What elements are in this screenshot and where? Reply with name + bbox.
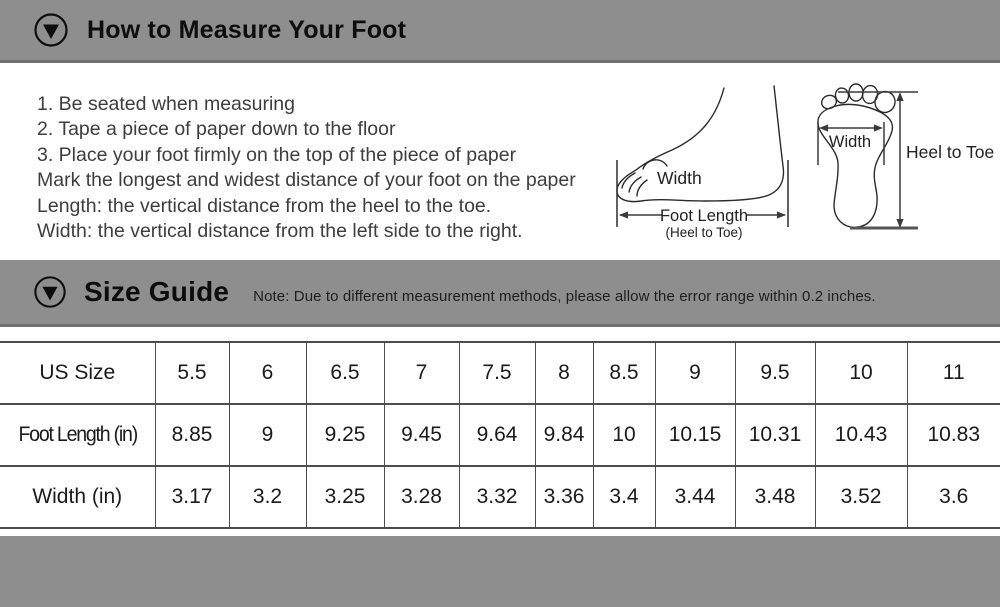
table-cell: 9.84	[535, 404, 593, 466]
triangle-down-circle-icon	[33, 12, 69, 48]
instruction-line: 2. Tape a piece of paper down to the floor	[37, 118, 396, 141]
footer-bar	[0, 536, 1000, 607]
table-cell: 6	[229, 342, 306, 404]
foot-length-label: Foot Length	[659, 207, 749, 225]
arrow-right-icon	[874, 124, 883, 131]
footprint-top-view-diagram	[805, 78, 1000, 251]
measure-section-title: How to Measure Your Foot	[87, 15, 407, 44]
table-row-foot-length	[0, 404, 1000, 466]
row-header: Width (in)	[32, 485, 123, 508]
instruction-line: Mark the longest and widest distance of your foot on the paper	[37, 169, 576, 192]
table-cell: 10.43	[815, 404, 907, 466]
table-row-width	[0, 466, 1000, 528]
arrow-right-icon	[777, 211, 786, 218]
size-guide-header	[0, 260, 1000, 327]
measuring-instructions	[37, 92, 576, 244]
table-cell: 3.32	[459, 466, 535, 528]
table-cell: 10.31	[735, 404, 815, 466]
table-cell: 10	[593, 404, 655, 466]
table-cell: 9.45	[384, 404, 459, 466]
table-cell: 7.5	[459, 342, 535, 404]
table-cell: 3.17	[155, 466, 229, 528]
table-cell: 8	[535, 342, 593, 404]
foot-side-view-diagram	[610, 80, 802, 253]
table-cell: 9	[655, 342, 735, 404]
table-cell: 3.6	[907, 466, 1000, 528]
table-cell: 8.5	[593, 342, 655, 404]
heel-to-toe-sublabel: (Heel to Toe)	[665, 225, 743, 240]
table-cell: 3.25	[306, 466, 384, 528]
table-cell: 11	[907, 342, 1000, 404]
table-cell: 3.4	[593, 466, 655, 528]
table-cell: 10.15	[655, 404, 735, 466]
table-cell: 10	[815, 342, 907, 404]
table-row-us-size	[0, 342, 1000, 404]
table-cell: 9.25	[306, 404, 384, 466]
table-cell: 3.36	[535, 466, 593, 528]
table-cell: 8.85	[155, 404, 229, 466]
table-cell: 10.83	[907, 404, 1000, 466]
instruction-line: Length: the vertical distance from the heel to the toe.	[37, 194, 492, 217]
size-guide-title: Size Guide	[84, 276, 230, 307]
heel-to-toe-label: Heel to Toe	[906, 142, 995, 162]
top-width-label: Width	[828, 133, 872, 151]
table-cell: 9	[229, 404, 306, 466]
table-cell: 9.5	[735, 342, 815, 404]
arrow-left-icon	[619, 211, 628, 218]
table-cell: 9.64	[459, 404, 535, 466]
table-cell: 5.5	[155, 342, 229, 404]
table-cell: 3.48	[735, 466, 815, 528]
measure-section-header	[0, 0, 1000, 63]
arrow-up-icon	[896, 92, 903, 101]
size-guide-note: Note: Due to different measurement methods, please allow the error range within 0.2 inches.	[253, 288, 876, 305]
side-width-label: Width	[657, 168, 702, 188]
table-cell: 3.52	[815, 466, 907, 528]
table-cell: 3.2	[229, 466, 306, 528]
table-cell: 7	[384, 342, 459, 404]
instruction-line: Width: the vertical distance from the left side to the right.	[37, 220, 523, 243]
triangle-down-circle-icon	[33, 275, 67, 309]
instruction-line: 1. Be seated when measuring	[37, 93, 295, 115]
instruction-line: 3. Place your foot firmly on the top of the piece of paper	[37, 143, 517, 166]
row-header: Foot Length (in)	[17, 423, 137, 446]
row-header: US Size	[39, 361, 116, 384]
size-table	[0, 341, 1000, 529]
table-cell: 3.44	[655, 466, 735, 528]
table-cell: 3.28	[384, 466, 459, 528]
table-cell: 6.5	[306, 342, 384, 404]
